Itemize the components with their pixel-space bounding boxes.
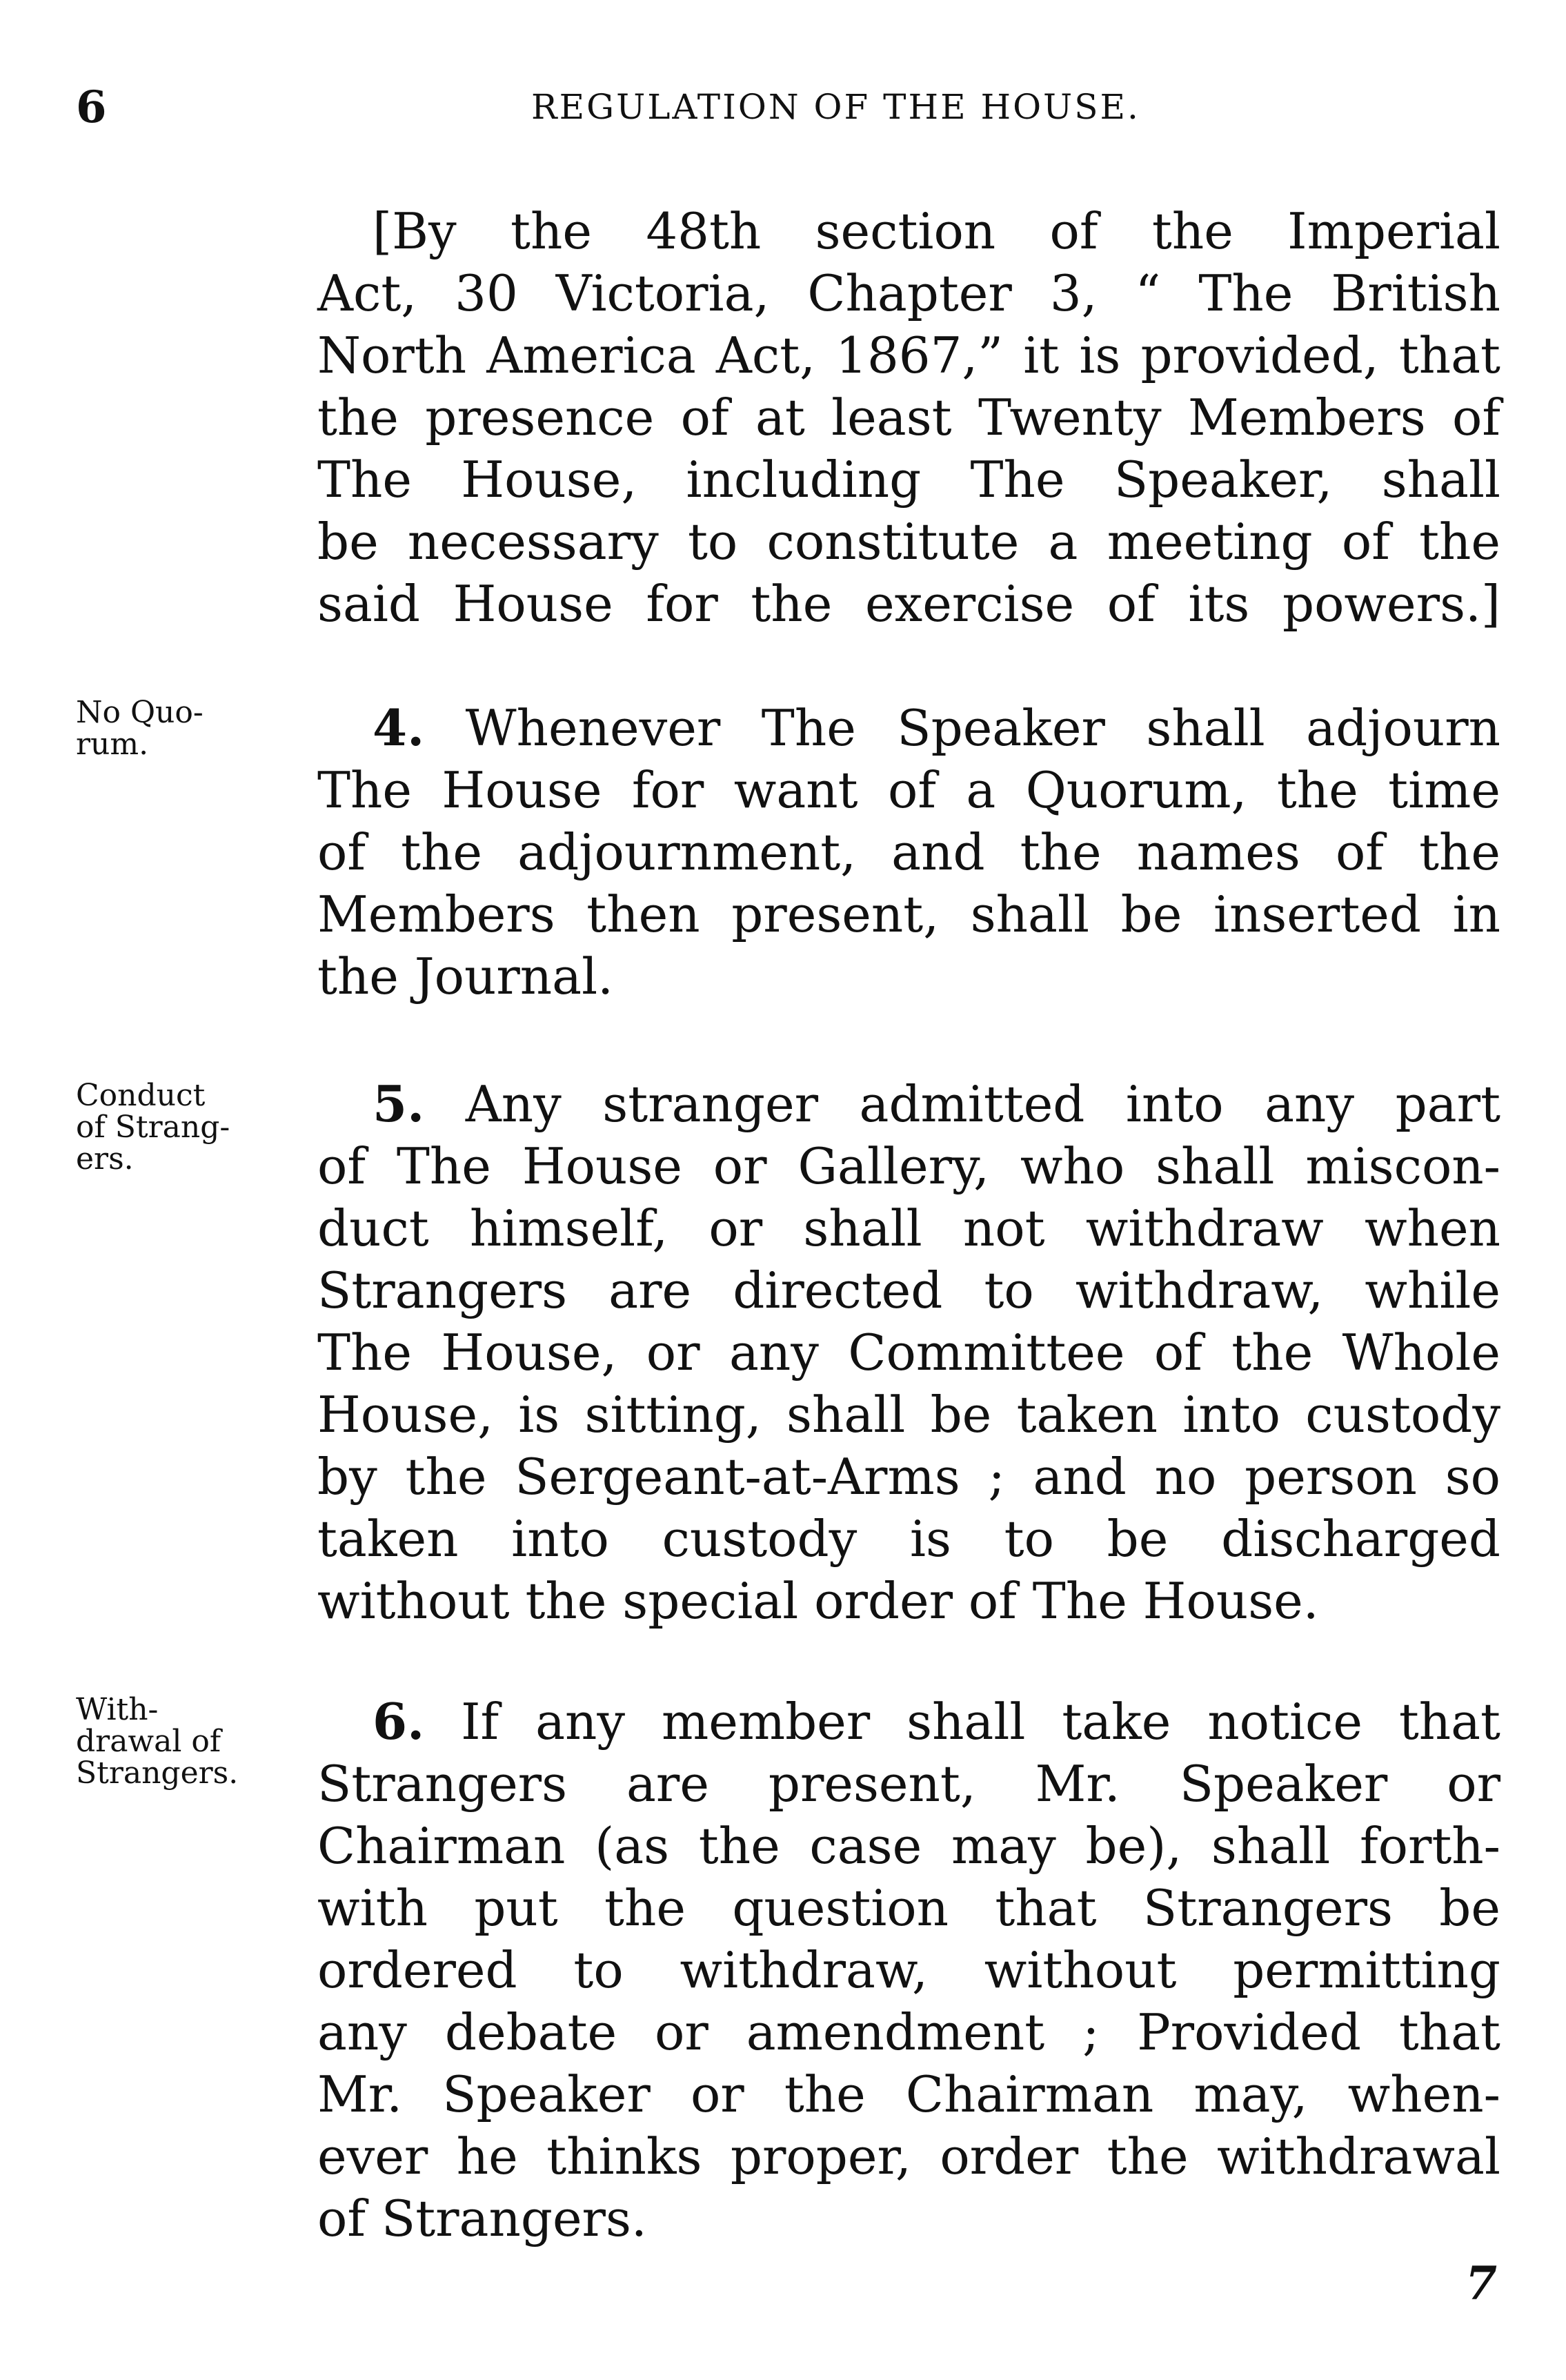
page-header (76, 81, 1497, 144)
section-line: of The House or Gallery, who shall miscon- (317, 1137, 1500, 1195)
intro-line: the presence of at least Twenty Members of (317, 389, 1500, 446)
section-line: duct himself, or shall not withdraw when (317, 1199, 1500, 1257)
section-line: Chairman (as the case may be), shall forth- (317, 1817, 1500, 1875)
page-number: 6 (76, 81, 107, 133)
section-line: the Journal. (317, 947, 614, 1005)
section-4 (317, 697, 1500, 1007)
section-line: ever he thinks proper, order the withdrawal (317, 2127, 1500, 2185)
intro-paragraph (317, 200, 1500, 635)
intro-line: North America Act, 1867,” it is provided, that (317, 326, 1500, 384)
section-line: Strangers are directed to withdraw, while (317, 1261, 1500, 1319)
section-line: of the adjournment, and the names of the (317, 823, 1500, 881)
section-line: ordered to withdraw, without permitting (317, 1941, 1500, 1999)
catchword: 7 (1465, 2256, 1497, 2310)
margin-note-line: rum. (76, 727, 149, 762)
margin-note-conduct-of-strangers (76, 1080, 297, 1175)
section-number: 6. (373, 1692, 425, 1751)
intro-line: The House, including The Speaker, shall (317, 451, 1500, 509)
section-number: 4. (373, 698, 425, 757)
section-line: House, is sitting, shall be taken into custody (317, 1386, 1500, 1444)
section-line: with put the question that Strangers be (317, 1879, 1500, 1937)
margin-note-line: ers. (76, 1141, 134, 1177)
section-line (317, 1073, 1500, 1135)
section-number: 5. (373, 1074, 425, 1133)
margin-note-line: With- (76, 1692, 159, 1727)
section-line: taken into custody is to be discharged (317, 1510, 1500, 1568)
section-line (317, 697, 1500, 759)
section-line: Members then present, shall be inserted in (317, 885, 1500, 943)
section-line: Strangers are present, Mr. Speaker or (317, 1755, 1500, 1813)
section-line: of Strangers. (317, 2190, 647, 2248)
section-line: without the special order of The House. (317, 1572, 1319, 1630)
section-5 (317, 1073, 1500, 1632)
intro-line: [By the 48th section of the Imperial (373, 202, 1500, 260)
section-line: The House for want of a Quorum, the time (317, 761, 1500, 819)
section-line: Mr. Speaker or the Chairman may, when- (317, 2065, 1500, 2123)
section-line-text: Whenever The Speaker shall adjourn (465, 699, 1500, 757)
margin-note-line: No Quo- (76, 695, 204, 730)
intro-line: said House for the exercise of its powers.] (317, 575, 1500, 633)
section-line: by the Sergeant-at-Arms ; and no person so (317, 1448, 1500, 1506)
section-line: The House, or any Committee of the Whole (317, 1324, 1500, 1381)
section-6 (317, 1691, 1500, 2250)
running-title: REGULATION OF THE HOUSE. (531, 87, 1140, 127)
section-line: any debate or amendment ; Provided that (317, 2003, 1500, 2061)
section-line-text: Any stranger admitted into any part (465, 1075, 1500, 1133)
intro-line: Act, 30 Victoria, Chapter 3, “ The British (317, 264, 1500, 322)
margin-note-withdrawal-of-strangers (76, 1694, 297, 1789)
section-line-text: If any member shall take notice that (461, 1693, 1500, 1751)
section-line (317, 1691, 1500, 1753)
margin-note-no-quorum (76, 697, 297, 760)
intro-line: be necessary to constitute a meeting of the (317, 513, 1500, 571)
margin-note-line: of Strang- (76, 1110, 230, 1145)
margin-note-line: Strangers. (76, 1756, 239, 1791)
margin-note-line: drawal of (76, 1724, 221, 1759)
margin-note-line: Conduct (76, 1078, 206, 1113)
